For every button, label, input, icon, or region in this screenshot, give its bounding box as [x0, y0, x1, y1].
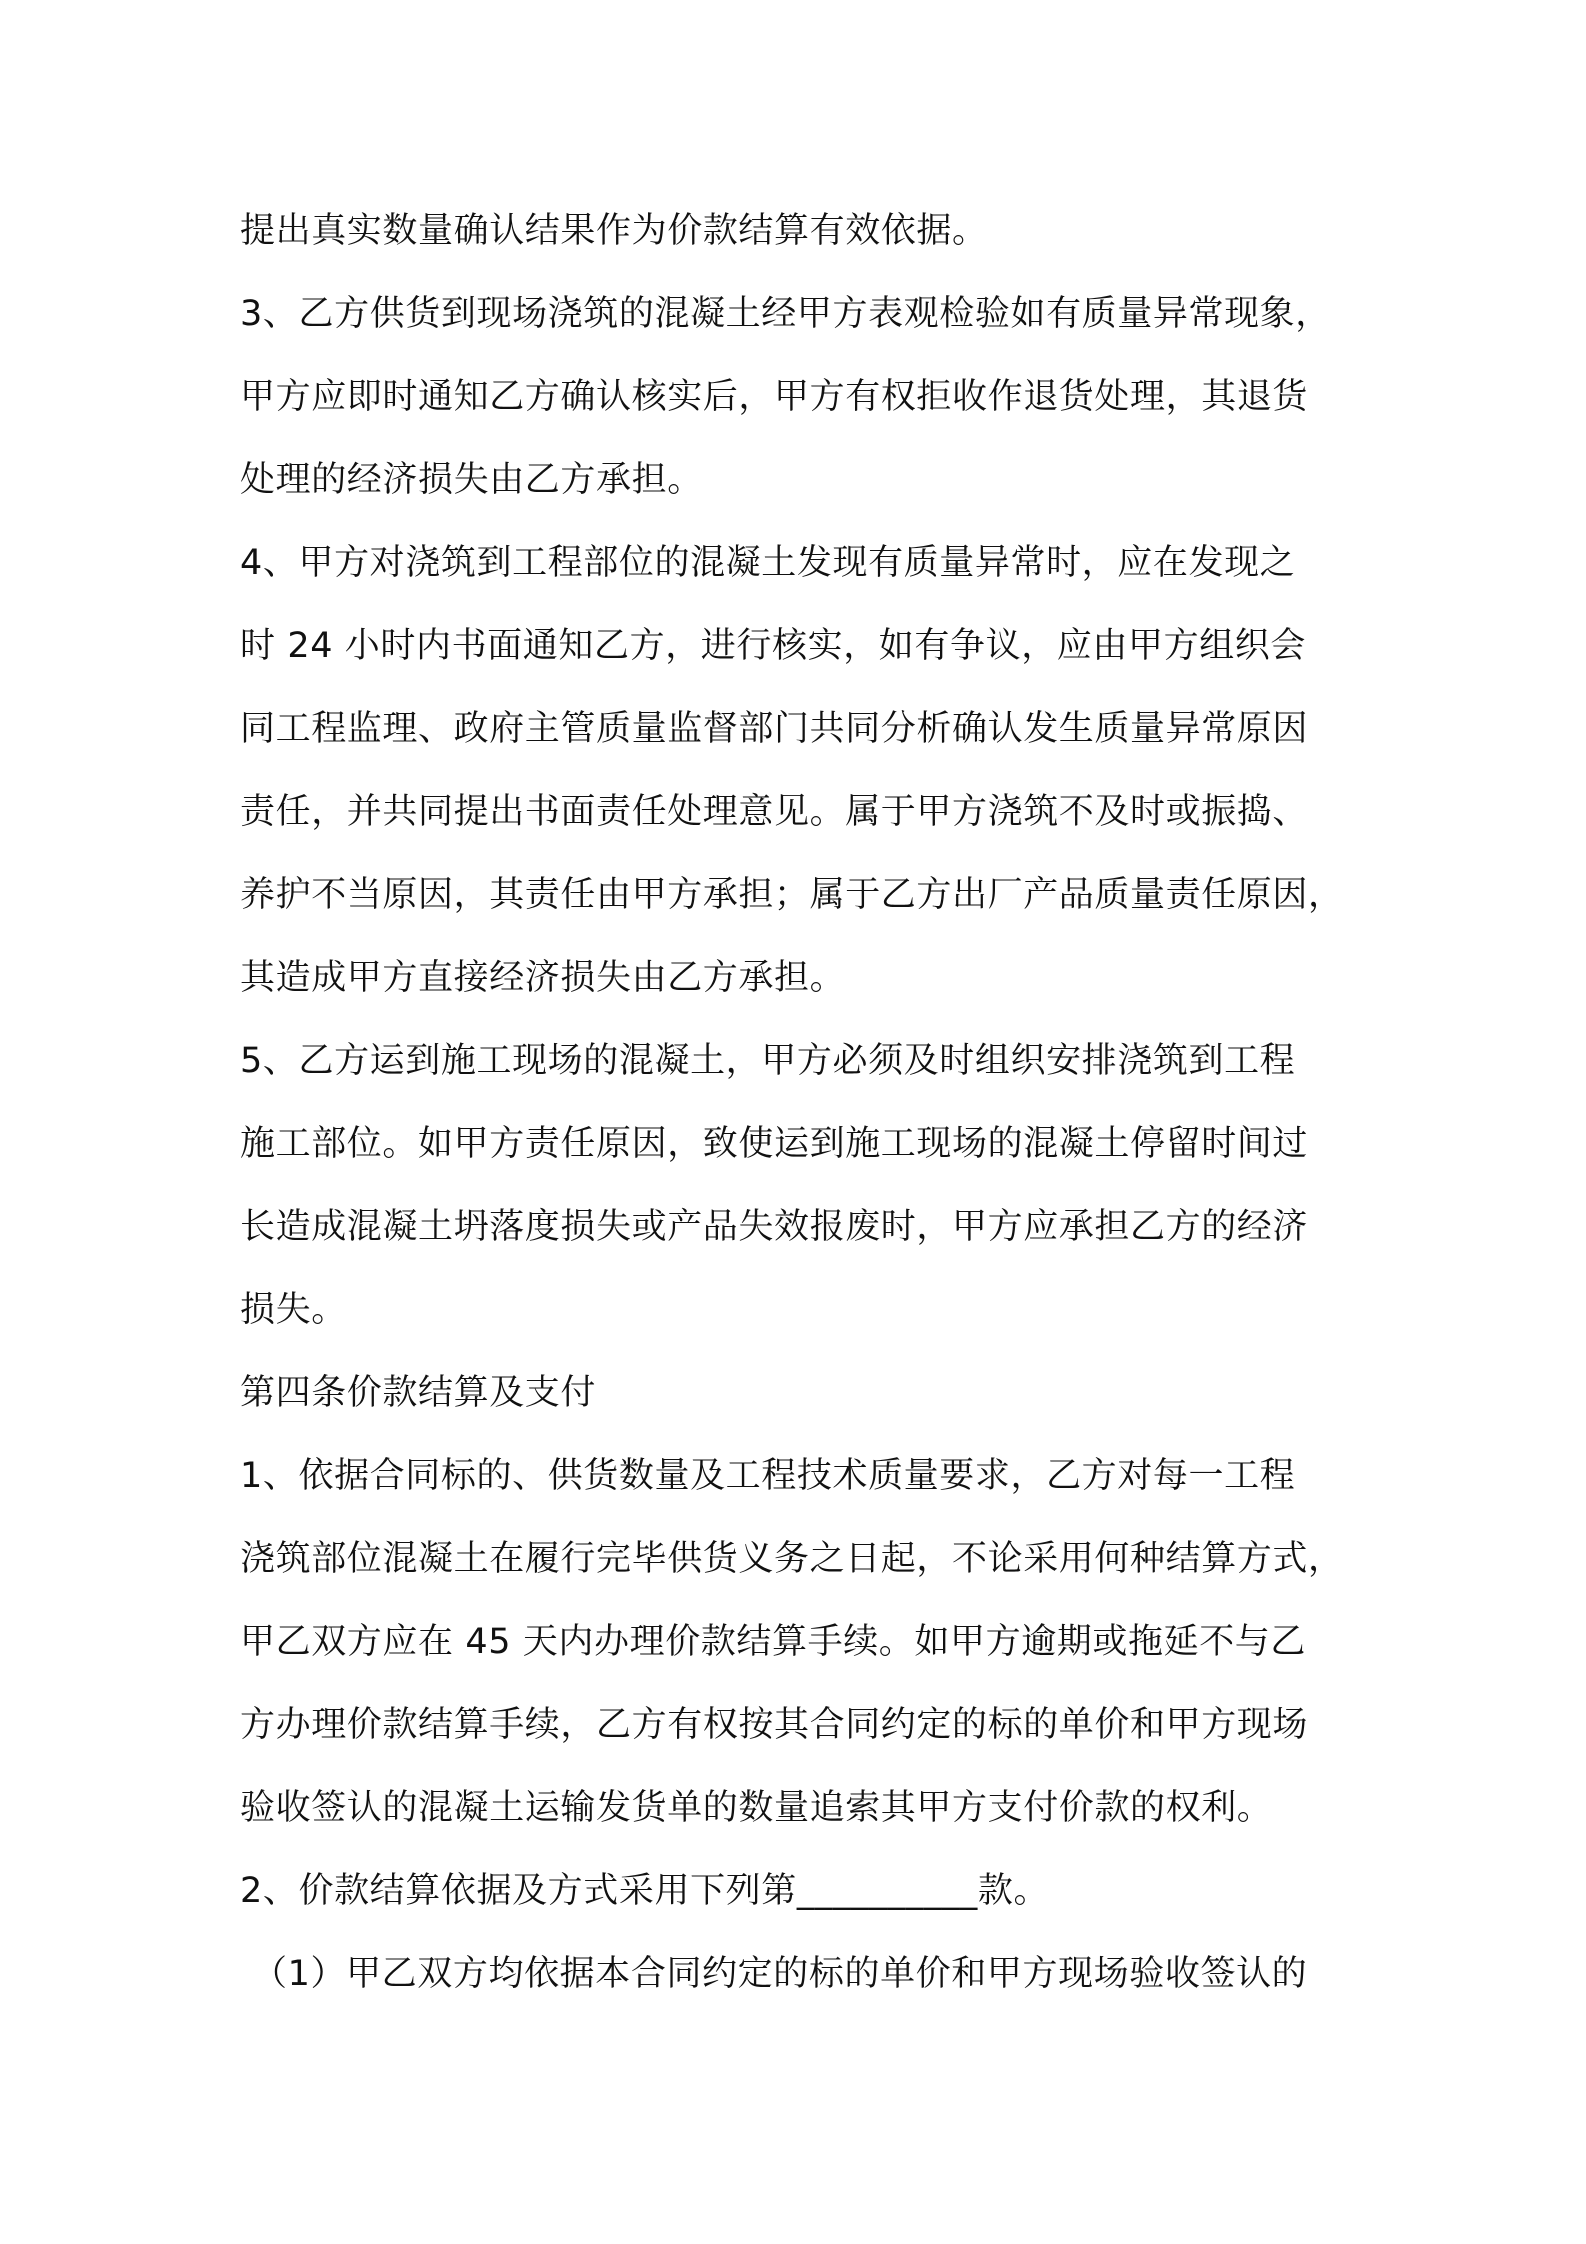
paragraph-line: （1）甲乙双方均依据本合同约定的标的单价和甲方现场验收签认的: [252, 1954, 1308, 1994]
paragraph-line: 施工部位。如甲方责任原因，致使运到施工现场的混凝土停留时间过: [240, 1124, 1309, 1164]
paragraph-line: 3、乙方供货到现场浇筑的混凝土经甲方表观检验如有质量异常现象，: [240, 294, 1331, 334]
paragraph-line: 其造成甲方直接经济损失由乙方承担。: [240, 958, 846, 998]
paragraph-line: 4、甲方对浇筑到工程部位的混凝土发现有质量异常时，应在发现之: [240, 543, 1296, 583]
paragraph-line: 浇筑部位混凝土在履行完毕供货义务之日起，不论采用何种结算方式，: [240, 1539, 1344, 1579]
paragraph-line: 养护不当原因，其责任由甲方承担；属于乙方出厂产品质量责任原因，: [240, 875, 1344, 915]
paragraph-line: 同工程监理、政府主管质量监督部门共同分析确认发生质量异常原因: [240, 709, 1309, 749]
paragraph-line: 验收签认的混凝土运输发货单的数量追索其甲方支付价款的权利。: [240, 1788, 1273, 1828]
section-heading: 第四条价款结算及支付: [240, 1373, 597, 1413]
paragraph-line: 方办理价款结算手续，乙方有权按其合同约定的标的单价和甲方现场: [240, 1705, 1309, 1745]
paragraph-line: 损失。: [240, 1290, 347, 1330]
paragraph-line: 甲乙双方应在 45 天内办理价款结算手续。如甲方逾期或拖延不与乙: [240, 1622, 1306, 1662]
paragraph-line: 时 24 小时内书面通知乙方，进行核实，如有争议，应由甲方组织会: [240, 626, 1306, 666]
paragraph-line: 处理的经济损失由乙方承担。: [240, 460, 703, 500]
paragraph-line: 2、价款结算依据及方式采用下列第__________款。: [240, 1871, 1050, 1911]
paragraph-line: 责任，并共同提出书面责任处理意见。属于甲方浇筑不及时或振捣、: [240, 792, 1309, 832]
paragraph-line: 1、依据合同标的、供货数量及工程技术质量要求，乙方对每一工程: [240, 1456, 1296, 1496]
paragraph-line: 甲方应即时通知乙方确认核实后，甲方有权拒收作退货处理，其退货: [240, 377, 1309, 417]
document-body: [240, 190, 1380, 2016]
paragraph-line: 提出真实数量确认结果作为价款结算有效依据。: [240, 211, 988, 251]
paragraph-line: 5、乙方运到施工现场的混凝土，甲方必须及时组织安排浇筑到工程: [240, 1041, 1296, 1081]
paragraph-line: 长造成混凝土坍落度损失或产品失效报废时，甲方应承担乙方的经济: [240, 1207, 1309, 1247]
